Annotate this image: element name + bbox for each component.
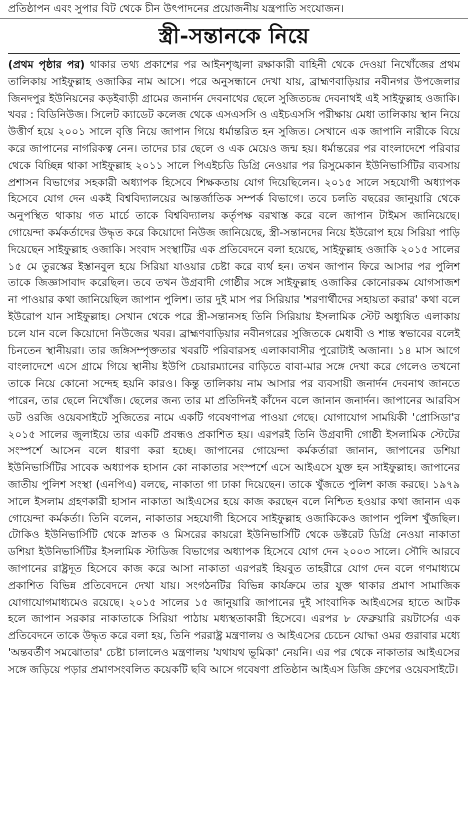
article-body	[0, 54, 468, 678]
article-headline: স্ত্রী-সন্তানকে নিয়ে	[158, 23, 310, 48]
headline-block	[0, 19, 468, 53]
article-text: থাকার তথ্য প্রকাশের পর আইনশৃঙ্খলা রক্ষাকারী বাহিনী থেকে দেওয়া নিখোঁজের প্রথম তালিকায় সাইফুল্লাহ ওজাকির নাম আসে। পরে অনুসন্ধানে দেখা যায়, ব্রাহ্মণবাড়িয়ার নবীনগর উপজেলার জিনদপুর ইউনিয়নের কড়ইবাড়ী গ্রামের জনার্দন দেবনাথের ছেলে সুজিতচন্দ্র দেবনাথই এই সাইফুল্লাহ ওজাকি। খবর : বিডিনিউজ। সিলেট ক্যাডেট কলেজ থেকে এসএসসি ও এইচএসসি পরীক্ষায় মেধা তালিকায় স্থান নিয়ে উত্তীর্ণ হয়ে ২০০১ সালে বৃত্তি নিয়ে জাপান গিয়ে ধর্মান্তরিত হন সুজিত। সেখানে এক জাপানি নারীকে বিয়ে করে জাপানের নাগরিকত্ব নেন। তাদের চার ছেলে ও এক মেয়েও জন্ম হয়। ধর্মান্তরের পর বাংলাদেশে পরিবার থেকে বিচ্ছিন্ন থাকা সাইফুল্লাহ ২০১১ সালে পিএইচডি ডিগ্রি নেওয়ার পর রিসুমেকান ইউনিভার্সিটির ব্যবসায় প্রশাসন বিভাগের সহকারী অধ্যাপক হিসেবে শিক্ষকতায় যোগ দিয়েছিলেন। ২০১৫ সালে সহযোগী অধ্যাপক হিসেবে যোগ দেন একই বিশ্ববিদ্যালয়ের আন্তর্জাতিক সম্পর্ক বিভাগে। তবে চলতি বছরের জানুয়ারি থেকে অনুপস্থিত থাকায় গত মার্চে তাকে বিশ্ববিদ্যালয় কর্তৃপক্ষ বরখাস্ত করে বলে জাপান টাইমস জানিয়েছে। গোয়েন্দা কর্মকর্তাদের উদ্ধৃত করে কিয়োদো নিউজ জানিয়েছে, স্ত্রী-সন্তানদের নিয়ে ইউরোপ হয়ে সিরিয়া পাড়ি দিয়েছেন সাইফুল্লাহ ওজাকি। সংবাদ সংস্থাটির এক প্রতিবেদনে বলা হয়েছে, সাইফুল্লাহ ওজাকি ২০১৫ সালের ১৫ মে তুরস্কের ইস্তানবুল হয়ে সিরিয়া যাওয়ার চেষ্টা করে ব্যর্থ হন। তখন জাপান ফিরে আসার পর পুলিশ তাকে জিজ্ঞাসাবাদ করেছিল। তবে তখন উগ্রবাদী গোষ্ঠীর সঙ্গে সাইফুল্লাহ ওজাকির কোনোরকম যোগসাজশ না পাওয়ার কথা জানিয়েছিল জাপান পুলিশ। তার দুই মাস পর সিরিয়ার 'শরণার্থীদের সহায়তা করার' কথা বলে ইউরোপ যান সাইফুল্লাহ। সেখান থেকে পরে স্ত্রী-সন্তানসহ তিনি সিরিয়ায় ইসলামিক স্টেট অধ্যুষিত এলাকায় চলে যান বলে কিয়োদো নিউজের খবর। ব্রাহ্মণবাড়িয়ার নবীনগরের সুজিতকে মেধাবী ও শান্ত স্বভাবের বলেই চিনতেন স্থানীয়রা। তার জঙ্গিসম্পৃক্ততার খবরটি পরিবারসহ এলাকাবাসীর পুরোটাই অজানা। ১৪ মাস আগে বাংলাদেশে এসে গ্রামে গিয়ে স্থানীয় ইউপি চেয়ারম্যানের বাড়িতে বাবা-মার সঙ্গে দেখা করে গেলেও তখনো তাকে নিয়ে কোনো সন্দেহ হয়নি কারও। কিন্তু তালিকায় নাম আসার পর ব্যবসায়ী জনার্দন দেবনাথ জানতে পারেন, তার ছেলে নিখোঁজ। ছেলের জন্য তার মা প্রতিদিনই কাঁদেন বলে জানান জনার্দন। জাপানের আরবিস ডট ওরজি ওয়েবসাইটে সুজিতের নামে একটি গবেষণাপত্র পাওয়া গেছে। যোগাযোগ সাময়িকী 'প্রোসিডা'র ২০১৫ সালের জুলাইয়ে তার একটি প্রবন্ধও প্রকাশিত হয়। এরপরই তিনি উগ্রবাদী গোষ্ঠী ইসলামিক স্টেটের সংস্পর্শে আসেন বলে ধারণা করা হচ্ছে। জাপানের গোয়েন্দা কর্মকর্তারা জানান, জাপানের ডশিয়া ইউনিভার্সিটির সাবেক অধ্যাপক হাসান কো নাকাতার সংস্পর্শে এসে আইএসে যুক্ত হন সাইফুল্লাহ। জাপানের জাতীয় পুলিশ সংস্থা (এনপিএ) বলছে, নাকাতা গা ঢাকা দিয়েছেন। তাকে খুঁজতে পুলিশ কাজ করছে। ১৯৭৯ সালে ইসলাম গ্রহণকারী হাসান নাকাতা আইএসের হয়ে কাজ করছেন বলে নিশ্চিত হওয়ার কথা জানান এক গোয়েন্দা কর্মকর্তা। তিনি বলেন, নাকাতার সহযোগী হিসেবে সাইফুল্লাহ ওজাকিকেও জাপান পুলিশ খুঁজছিল। টোকিও ইউনিভার্সিটি থেকে স্নাতক ও মিসরের কায়রো ইউনিভার্সিটি থেকে ডক্টরেট ডিগ্রি নেওয়া নাকাতা ডশিয়া ইউনিভার্সিটির ইসলামিক স্টাডিজ বিভাগের অধ্যাপক হিসেবে যোগ দেন ২০০৩ সালে। সৌদি আরবে জাপানের রাষ্ট্রদূত হিসেবে কাজ করে আসা নাকাতা এরপরই হিযবুত তাহরীরে যোগ দেন বলে গণমাধ্যমে প্রকাশিত বিভিন্ন প্রতিবেদনে দেখা যায়। সংগঠনটির বিভিন্ন কার্যক্রমে তার যুক্ত থাকার প্রমাণ সামাজিক যোগাযোগমাধ্যমেও রয়েছে। ২০১৫ সালের ১৫ জানুয়ারি জাপানের দুই সাংবাদিক আইএসের হাতে আটক হলে জাপান সরকার নাকাতাকে সিরিয়া পাঠায় মধ্যস্থতাকারী হিসেবে। এরপর ৮ ফেব্রুয়ারি রয়টার্সের এক প্রতিবেদনে তাকে উদ্ধৃত করে বলা হয়, তিনি পররাষ্ট্র মন্ত্রণালয় ও আইএসের চেচেন যোদ্ধা ওমর গুরাবার মধ্যে 'অন্তবর্তীণ সমঝোতার' চেষ্টা চালালেও মন্ত্রণালয় 'যথাযথ ভূমিকা' নেয়নি। এর পর থেকে নাকাতার আইএসের সঙ্গে জড়িয়ে পড়ার প্রমাণসংবলিত কয়েকটি ছবি আসে গবেষণা প্রতিষ্ঠান আইএস ডিজি গ্রুপের ওয়েবসাইটে।	[8, 59, 460, 676]
article-paragraph	[8, 57, 460, 678]
previous-article-tail: প্রতিষ্ঠাপন এবং সুপার বিট থেকে চীন উৎপাদনের প্রয়োজনীয় যন্ত্রপাতি সংযোজন।	[0, 0, 468, 19]
continued-from-label: (প্রথম পৃষ্ঠার পর)	[8, 59, 85, 71]
